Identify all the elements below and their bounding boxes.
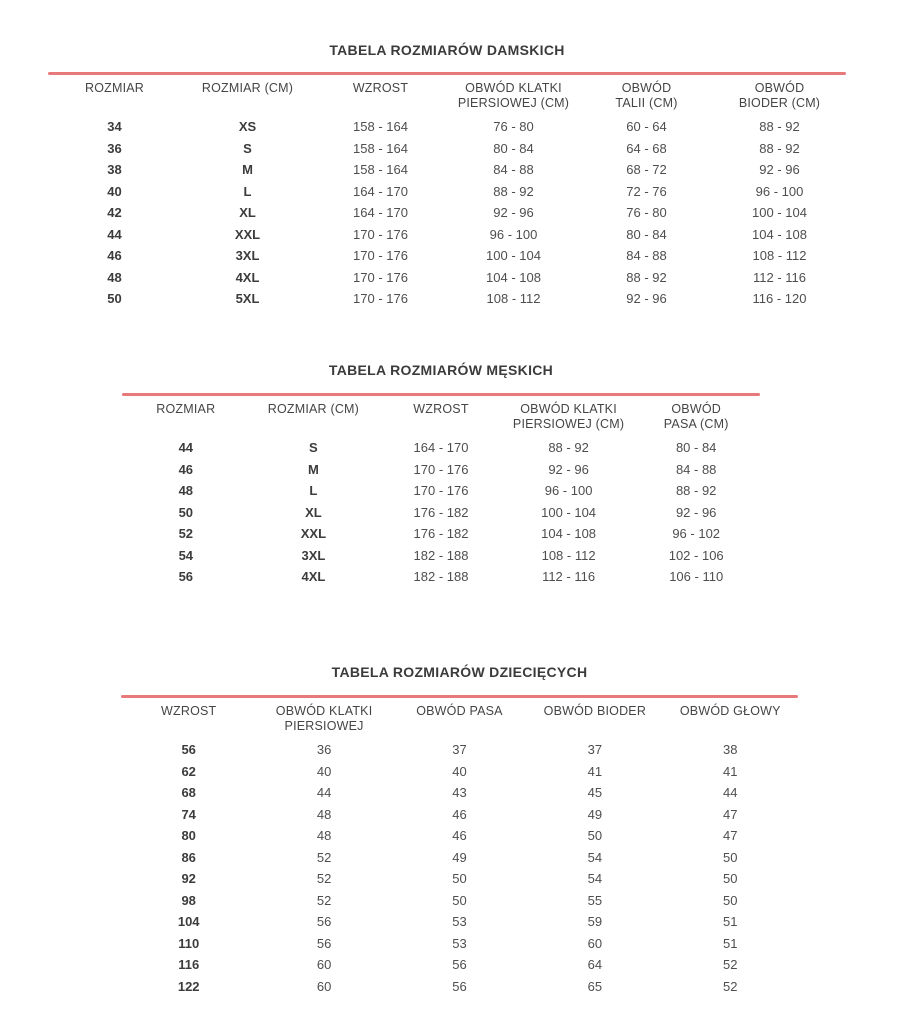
cell: 72 - 76 bbox=[626, 183, 667, 199]
header-rule bbox=[48, 72, 846, 75]
cell: 56 bbox=[316, 914, 332, 930]
header-cell: OBWÓD KLATKI PIERSIOWEJ (CM) bbox=[512, 402, 625, 431]
cell: 92 - 96 bbox=[626, 291, 667, 307]
cell: 52 bbox=[316, 892, 332, 908]
cell: 74 bbox=[181, 806, 196, 822]
cell: 65 bbox=[587, 978, 603, 994]
table-row bbox=[48, 267, 846, 289]
cell: 92 - 96 bbox=[675, 504, 717, 520]
cell: 64 bbox=[587, 957, 603, 973]
cell: 116 - 120 bbox=[752, 291, 807, 307]
cell: 52 bbox=[316, 849, 332, 865]
cell: 60 bbox=[316, 957, 332, 973]
table-row bbox=[121, 782, 798, 804]
header-cell: OBWÓD PASA bbox=[416, 704, 503, 718]
cell: 92 - 96 bbox=[548, 461, 589, 477]
cell: 96 - 100 bbox=[489, 226, 538, 242]
table-row bbox=[48, 245, 846, 267]
cell: 104 - 108 bbox=[486, 269, 541, 285]
cell: 164 - 170 bbox=[353, 183, 408, 199]
cell: 96 - 100 bbox=[544, 483, 593, 499]
cell: 46 bbox=[178, 461, 194, 477]
cell: 170 - 176 bbox=[413, 461, 469, 477]
cell: XS bbox=[238, 119, 257, 135]
cell: 88 - 92 bbox=[759, 119, 800, 135]
cell: XXL bbox=[300, 526, 327, 542]
men-table-title: TABELA ROZMIARÓW MĘSKICH bbox=[328, 362, 554, 378]
header-cell: OBWÓD KLATKI PIERSIOWEJ (CM) bbox=[457, 81, 570, 110]
cell: 51 bbox=[723, 914, 738, 930]
cell: 104 - 108 bbox=[541, 526, 597, 542]
cell: 88 - 92 bbox=[493, 183, 534, 199]
cell: 54 bbox=[587, 871, 603, 887]
cell: 50 bbox=[452, 871, 467, 887]
cell: 47 bbox=[723, 806, 738, 822]
table-row bbox=[48, 181, 846, 203]
cell: 40 bbox=[316, 763, 332, 779]
women-size-table-section bbox=[48, 0, 846, 310]
cell: L bbox=[309, 483, 318, 499]
cell: 60 - 64 bbox=[626, 119, 667, 135]
header-cell: ROZMIAR (CM) bbox=[201, 81, 294, 95]
cell: XL bbox=[239, 205, 256, 221]
cell: 170 - 176 bbox=[413, 483, 469, 499]
cell: 44 bbox=[316, 785, 332, 801]
cell: 68 - 72 bbox=[626, 162, 667, 178]
cell: 60 bbox=[316, 978, 332, 994]
table-row bbox=[48, 202, 846, 224]
cell: 40 bbox=[452, 763, 467, 779]
cell: 55 bbox=[587, 892, 603, 908]
cell: 37 bbox=[587, 742, 603, 758]
cell: 100 - 104 bbox=[486, 248, 541, 264]
table-row bbox=[122, 480, 760, 502]
women-table-title: TABELA ROZMIARÓW DAMSKICH bbox=[329, 42, 565, 58]
table-row bbox=[121, 868, 798, 890]
table-row bbox=[122, 437, 760, 459]
cell: 104 bbox=[177, 914, 200, 930]
table-row bbox=[122, 523, 760, 545]
cell: 80 - 84 bbox=[626, 226, 667, 242]
cell: M bbox=[242, 162, 253, 178]
cell: 182 - 188 bbox=[413, 569, 469, 585]
cell: 42 bbox=[107, 205, 122, 221]
table-row bbox=[121, 804, 798, 826]
cell: 49 bbox=[452, 849, 467, 865]
cell: 48 bbox=[107, 269, 122, 285]
children-size-table bbox=[121, 704, 798, 997]
header-cell: OBWÓD GŁOWY bbox=[679, 704, 781, 718]
cell: 176 - 182 bbox=[413, 504, 469, 520]
cell: 40 bbox=[107, 183, 122, 199]
cell: 64 - 68 bbox=[626, 140, 667, 156]
cell: 60 bbox=[587, 935, 603, 951]
cell: 41 bbox=[723, 763, 738, 779]
cell: XL bbox=[305, 504, 322, 520]
table-row bbox=[122, 545, 760, 567]
table-row bbox=[48, 116, 846, 138]
cell: 88 - 92 bbox=[626, 269, 667, 285]
cell: 108 - 112 bbox=[752, 248, 807, 264]
cell: 52 bbox=[723, 978, 738, 994]
cell: M bbox=[307, 461, 319, 477]
cell: 50 bbox=[107, 291, 122, 307]
header-cell: WZROST bbox=[413, 402, 469, 416]
cell: 56 bbox=[452, 957, 467, 973]
cell: 88 - 92 bbox=[759, 140, 800, 156]
cell: 108 - 112 bbox=[486, 291, 541, 307]
table-row bbox=[122, 459, 760, 481]
cell: 98 bbox=[181, 892, 196, 908]
cell: 3XL bbox=[235, 248, 260, 264]
cell: 86 bbox=[181, 849, 196, 865]
cell: 116 bbox=[178, 957, 200, 973]
cell: 44 bbox=[107, 226, 122, 242]
cell: 92 - 96 bbox=[493, 205, 534, 221]
cell: 56 bbox=[452, 978, 467, 994]
cell: 46 bbox=[452, 828, 467, 844]
cell: 158 - 164 bbox=[353, 162, 408, 178]
cell: 176 - 182 bbox=[413, 526, 469, 542]
cell: 56 bbox=[178, 569, 194, 585]
cell: 84 - 88 bbox=[626, 248, 667, 264]
cell: 52 bbox=[723, 957, 738, 973]
cell: 106 - 110 bbox=[669, 569, 724, 585]
cell: 3XL bbox=[301, 547, 326, 563]
cell: 56 bbox=[181, 742, 196, 758]
cell: 164 - 170 bbox=[413, 440, 469, 456]
cell: 47 bbox=[723, 828, 738, 844]
cell: 92 - 96 bbox=[759, 162, 800, 178]
table-row bbox=[121, 911, 798, 933]
header-row bbox=[48, 81, 846, 116]
header-row bbox=[122, 402, 760, 437]
header-row bbox=[121, 704, 798, 739]
header-cell: ROZMIAR bbox=[84, 81, 145, 95]
cell: 48 bbox=[316, 806, 332, 822]
cell: 84 - 88 bbox=[675, 461, 717, 477]
cell: 170 - 176 bbox=[353, 291, 408, 307]
cell: 59 bbox=[587, 914, 603, 930]
table-row bbox=[122, 502, 760, 524]
cell: 4XL bbox=[301, 569, 326, 585]
cell: 110 bbox=[178, 935, 200, 951]
cell: 53 bbox=[452, 914, 467, 930]
cell: 34 bbox=[107, 119, 122, 135]
cell: 80 - 84 bbox=[493, 140, 534, 156]
table-row bbox=[121, 976, 798, 998]
cell: S bbox=[309, 440, 318, 456]
cell: 100 - 104 bbox=[752, 205, 807, 221]
cell: 48 bbox=[316, 828, 332, 844]
cell: 4XL bbox=[235, 269, 260, 285]
table-row bbox=[48, 288, 846, 310]
cell: 96 - 102 bbox=[672, 526, 721, 542]
cell: 49 bbox=[587, 806, 603, 822]
cell: 84 - 88 bbox=[493, 162, 534, 178]
table-row bbox=[122, 566, 760, 588]
table-row bbox=[121, 739, 798, 761]
cell: 50 bbox=[723, 849, 738, 865]
cell: 37 bbox=[452, 742, 467, 758]
men-size-table bbox=[122, 402, 760, 588]
header-cell: OBWÓD BIODER (CM) bbox=[738, 81, 821, 110]
men-size-table-section bbox=[122, 362, 760, 588]
header-cell: ROZMIAR bbox=[156, 402, 216, 416]
cell: 45 bbox=[587, 785, 603, 801]
table-row bbox=[121, 890, 798, 912]
cell: 44 bbox=[178, 440, 194, 456]
cell: 100 - 104 bbox=[541, 504, 597, 520]
cell: 52 bbox=[178, 526, 194, 542]
cell: 50 bbox=[178, 504, 194, 520]
cell: 170 - 176 bbox=[353, 226, 408, 242]
cell: 62 bbox=[181, 763, 196, 779]
cell: 52 bbox=[316, 871, 332, 887]
cell: 112 - 116 bbox=[752, 269, 806, 285]
table-row bbox=[121, 933, 798, 955]
header-cell: OBWÓD KLATKI PIERSIOWEJ bbox=[275, 704, 373, 733]
cell: 158 - 164 bbox=[353, 119, 408, 135]
cell: XXL bbox=[234, 226, 261, 242]
cell: 88 - 92 bbox=[675, 483, 717, 499]
cell: 76 - 80 bbox=[493, 119, 534, 135]
cell: 41 bbox=[587, 763, 603, 779]
cell: 92 bbox=[181, 871, 196, 887]
cell: 158 - 164 bbox=[353, 140, 408, 156]
table-row bbox=[48, 138, 846, 160]
cell: 112 - 116 bbox=[542, 569, 596, 585]
cell: 36 bbox=[316, 742, 332, 758]
cell: 80 - 84 bbox=[675, 440, 717, 456]
cell: 102 - 106 bbox=[668, 547, 724, 563]
cell: 43 bbox=[452, 785, 467, 801]
cell: 50 bbox=[723, 871, 738, 887]
cell: 5XL bbox=[235, 291, 260, 307]
women-size-table bbox=[48, 81, 846, 310]
cell: 122 bbox=[177, 978, 200, 994]
cell: 50 bbox=[723, 892, 738, 908]
table-row bbox=[48, 159, 846, 181]
cell: 76 - 80 bbox=[626, 205, 667, 221]
cell: 48 bbox=[178, 483, 194, 499]
header-cell: OBWÓD PASA (CM) bbox=[663, 402, 729, 431]
cell: 36 bbox=[107, 140, 122, 156]
cell: 46 bbox=[452, 806, 467, 822]
children-size-table-section bbox=[121, 664, 798, 997]
cell: 38 bbox=[107, 162, 122, 178]
cell: 182 - 188 bbox=[413, 547, 469, 563]
header-cell: ROZMIAR (CM) bbox=[267, 402, 360, 416]
cell: 44 bbox=[723, 785, 738, 801]
table-row bbox=[121, 825, 798, 847]
cell: 54 bbox=[587, 849, 603, 865]
cell: 108 - 112 bbox=[541, 547, 596, 563]
cell: 53 bbox=[452, 935, 467, 951]
cell: 51 bbox=[723, 935, 738, 951]
header-cell: WZROST bbox=[352, 81, 409, 95]
header-cell: OBWÓD TALII (CM) bbox=[615, 81, 678, 110]
cell: 164 - 170 bbox=[353, 205, 408, 221]
table-row bbox=[121, 954, 798, 976]
cell: 56 bbox=[316, 935, 332, 951]
children-table-title: TABELA ROZMIARÓW DZIECIĘCYCH bbox=[331, 664, 588, 680]
cell: 68 bbox=[181, 785, 196, 801]
cell: 96 - 100 bbox=[755, 183, 804, 199]
cell: 88 - 92 bbox=[548, 440, 589, 456]
header-rule bbox=[122, 393, 760, 396]
cell: 50 bbox=[452, 892, 467, 908]
cell: 170 - 176 bbox=[353, 269, 408, 285]
header-cell: OBWÓD BIODER bbox=[543, 704, 647, 718]
cell: 50 bbox=[587, 828, 603, 844]
cell: 54 bbox=[178, 547, 194, 563]
cell: 38 bbox=[723, 742, 738, 758]
cell: 80 bbox=[181, 828, 196, 844]
cell: L bbox=[243, 183, 252, 199]
cell: 170 - 176 bbox=[353, 248, 408, 264]
cell: 46 bbox=[107, 248, 122, 264]
table-row bbox=[121, 847, 798, 869]
header-cell: WZROST bbox=[161, 704, 217, 718]
table-row bbox=[48, 224, 846, 246]
table-row bbox=[121, 761, 798, 783]
cell: S bbox=[243, 140, 252, 156]
cell: 104 - 108 bbox=[752, 226, 807, 242]
header-rule bbox=[121, 695, 798, 698]
